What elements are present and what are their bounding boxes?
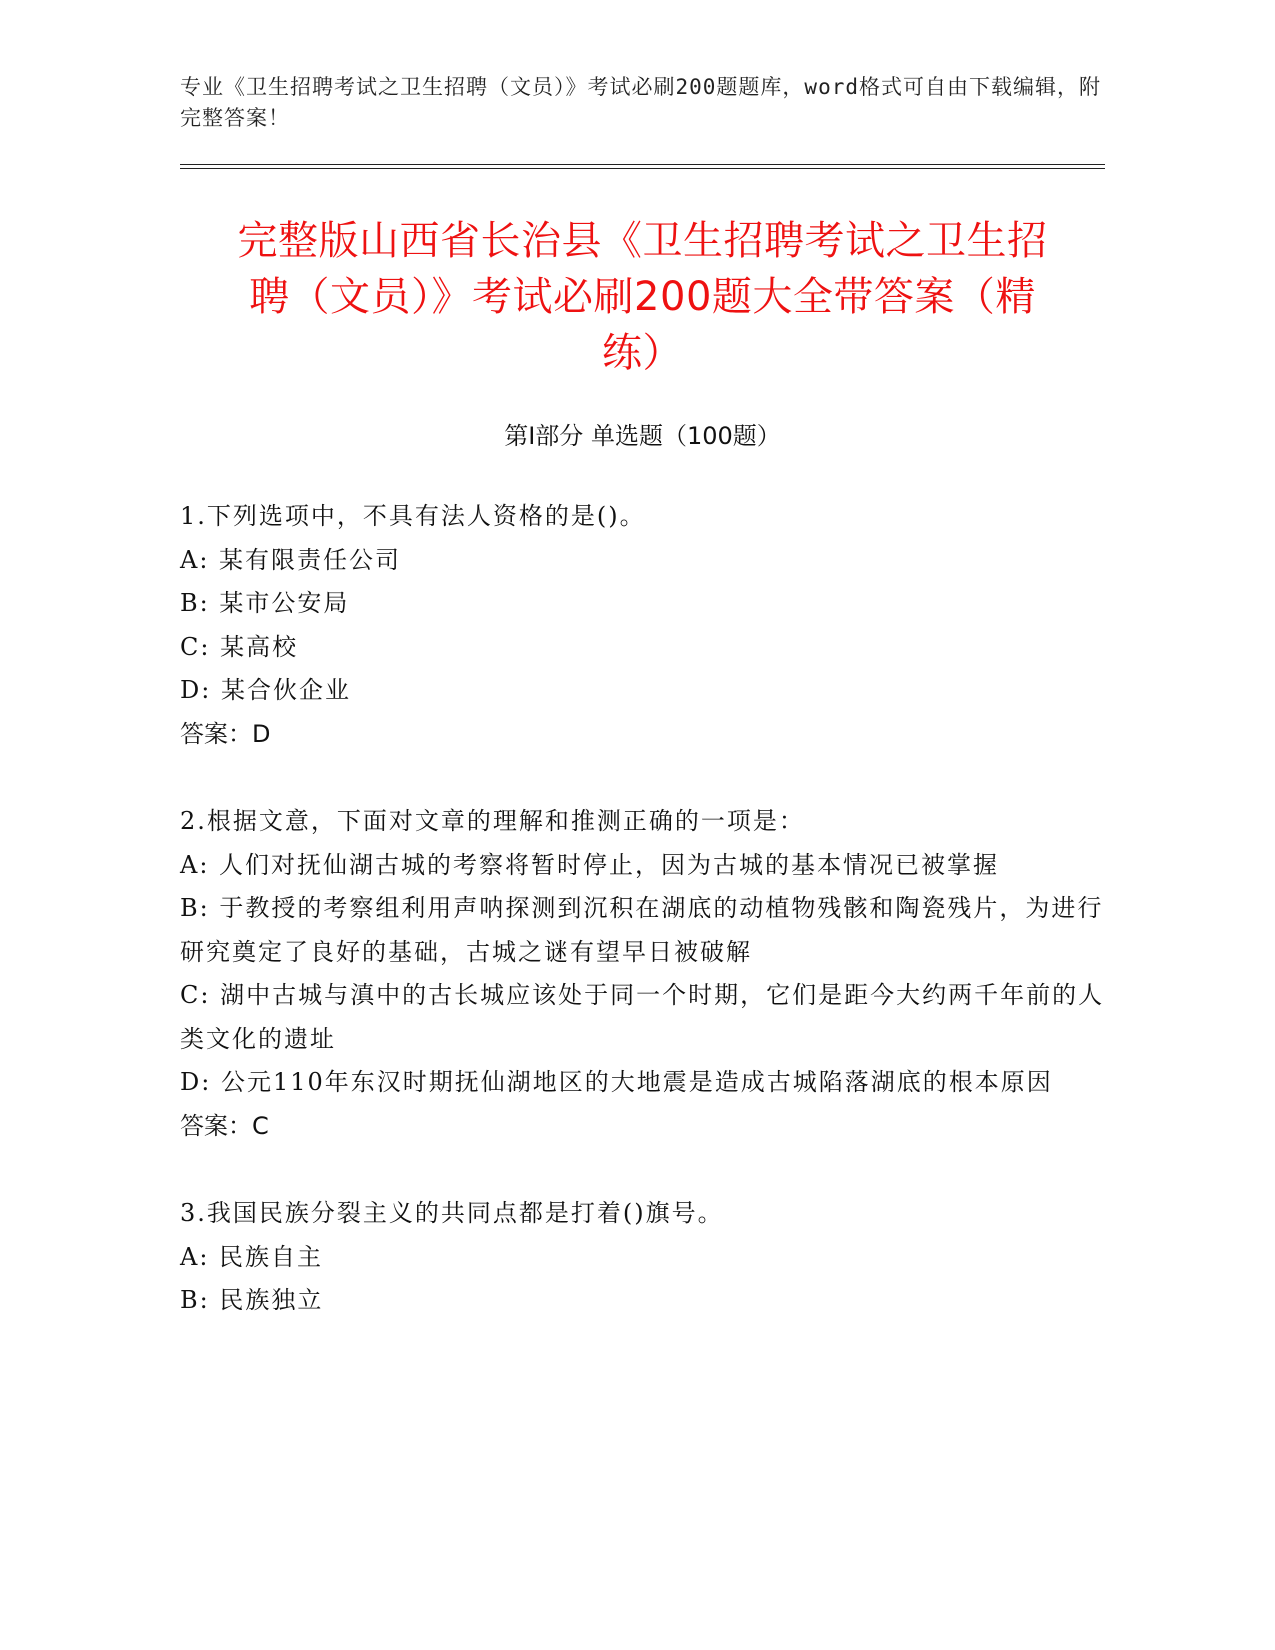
question-stem: 1.下列选项中，不具有法人资格的是()。: [180, 502, 646, 530]
option-a: A: 某有限责任公司: [180, 545, 402, 574]
answer: 答案：C: [180, 1111, 269, 1140]
question-list: [180, 495, 1105, 1323]
answer: 答案：D: [180, 719, 271, 748]
section-title: 第Ⅰ部分 单选题（100题）: [504, 422, 781, 450]
question-stem: 3.我国民族分裂主义的共同点都是打着()旗号。: [180, 1199, 724, 1227]
option-a: A: 民族自主: [180, 1242, 324, 1271]
header-note: 专业《卫生招聘考试之卫生招聘（文员）》考试必刷200题题库，word格式可自由下载编辑，附完整答案！: [180, 75, 1101, 130]
document-page: [180, 72, 1105, 1367]
question-stem: 2.根据文意，下面对文章的理解和推测正确的一项是：: [180, 807, 805, 835]
header-divider: [180, 164, 1105, 169]
option-a: A: 人们对抚仙湖古城的考察将暂时停止，因为古城的基本情况已被掌握: [180, 850, 1000, 879]
option-c: C: 某高校: [180, 632, 299, 661]
option-b: B: 于教授的考察组利用声呐探测到沉积在湖底的动植物残骸和陶瓷残片，为进行研究奠定了良好的基础，古城之谜有望早日被破解: [180, 894, 1104, 966]
question-item: [180, 495, 1105, 756]
document-title: 完整版山西省长治县《卫生招聘考试之卫生招聘（文员）》考试必刷200题大全带答案（精练）: [237, 218, 1048, 376]
option-d: D: 某合伙企业: [180, 676, 351, 704]
option-b: B: 民族独立: [180, 1286, 324, 1314]
question-item: [180, 800, 1105, 1148]
option-b: B: 某市公安局: [180, 589, 350, 617]
question-item: [180, 1192, 1105, 1323]
option-d: D: 公元110年东汉时期抚仙湖地区的大地震是造成古城陷落湖底的根本原因: [180, 1068, 1053, 1096]
option-c: C: 湖中古城与滇中的古长城应该处于同一个时期，它们是距今大约两千年前的人类文化的遗址: [180, 981, 1105, 1053]
